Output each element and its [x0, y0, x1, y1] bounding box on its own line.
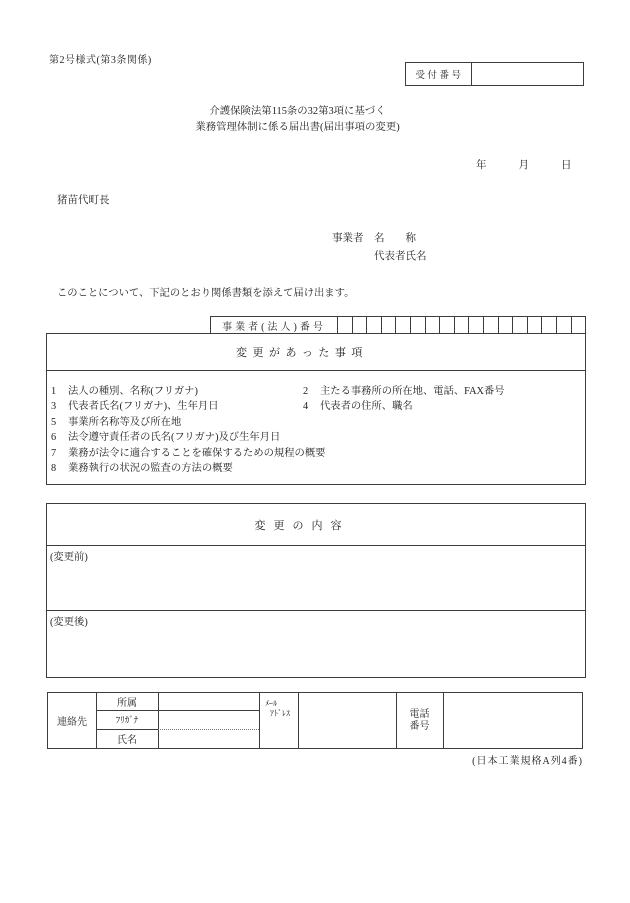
- form-code-label: 第2号様式(第3条関係): [49, 55, 152, 66]
- list-item-row: [51, 430, 585, 445]
- list-item-row: [51, 446, 585, 461]
- business-number-cell[interactable]: [557, 317, 572, 333]
- list-item: 5 事業所名称等及び所在地: [51, 416, 182, 428]
- change-details-header: 変更の内容: [47, 504, 585, 546]
- furigana-label: ﾌﾘｶﾞﾅ: [115, 715, 139, 725]
- document-title-line1: 介護保険法第115条の32第3項に基づく: [209, 106, 386, 117]
- affiliation-field[interactable]: [158, 693, 259, 710]
- paper-size-note: (日本工業規格A列4番): [472, 756, 583, 767]
- applicant-name-label: 事業者 名 称: [332, 233, 416, 244]
- business-number-cell[interactable]: [440, 317, 455, 333]
- business-number-cell[interactable]: [382, 317, 397, 333]
- reception-number-box: [405, 62, 584, 86]
- change-before-label: (変更前): [50, 552, 88, 563]
- business-number-row: [210, 316, 586, 333]
- furigana-field[interactable]: [158, 710, 259, 729]
- list-item-row: [51, 399, 585, 414]
- list-item: 4 代表者の住所、職名: [303, 401, 413, 413]
- business-number-cell[interactable]: [528, 317, 543, 333]
- reception-number-field[interactable]: [472, 63, 583, 85]
- changed-items-list: [47, 371, 585, 476]
- change-after-field[interactable]: [47, 611, 585, 677]
- addressee-label: 猪苗代町長: [57, 195, 110, 206]
- business-number-cell[interactable]: [338, 317, 353, 333]
- business-number-cell[interactable]: [572, 317, 586, 333]
- contact-table: [47, 692, 583, 749]
- list-item: 6 法令遵守責任者の氏名(フリガナ)及び生年月日: [51, 432, 281, 444]
- change-details-table: [46, 503, 586, 678]
- change-after-label: (変更後): [50, 617, 88, 628]
- phone-number-label: 電話 番号: [409, 708, 430, 732]
- business-number-cell[interactable]: [367, 317, 382, 333]
- changed-items-header: 変更があった事項: [47, 334, 585, 371]
- business-number-cell[interactable]: [411, 317, 426, 333]
- business-number-cell[interactable]: [469, 317, 484, 333]
- year-label: 年: [476, 160, 487, 171]
- contact-title-label: 連絡先: [57, 717, 87, 728]
- applicant-representative-label: 代表者氏名: [374, 251, 427, 262]
- document-title: [0, 104, 595, 135]
- date-line: [476, 157, 572, 172]
- changed-items-table: [46, 333, 586, 485]
- business-number-cell[interactable]: [513, 317, 528, 333]
- reception-number-label: 受付番号: [406, 63, 472, 85]
- list-item: 2 主たる事務所の所在地、電話、FAX番号: [303, 386, 505, 397]
- change-before-field[interactable]: [47, 546, 585, 611]
- phone-number-field[interactable]: [443, 693, 583, 748]
- name-field[interactable]: [158, 729, 259, 748]
- business-number-cell[interactable]: [484, 317, 499, 333]
- document-title-line2: 業務管理体制に係る届出書(届出事項の変更): [195, 121, 400, 133]
- list-item: 3 代表者氏名(フリガナ)、生年月日: [51, 401, 219, 413]
- business-number-cell[interactable]: [499, 317, 514, 333]
- business-number-label: 事業者(法人)番号: [211, 317, 338, 333]
- list-item: 1 法人の種別、名称(フリガナ): [51, 386, 198, 397]
- business-number-cell[interactable]: [353, 317, 368, 333]
- mail-address-field[interactable]: [298, 693, 396, 748]
- business-number-cell[interactable]: [455, 317, 470, 333]
- list-item-row: [51, 461, 585, 476]
- mail-address-label: ﾒｰﾙ ｱﾄﾞﾚｽ: [265, 699, 290, 718]
- business-number-cell[interactable]: [426, 317, 441, 333]
- list-item: 8 業務執行の状況の監査の方法の概要: [51, 463, 233, 475]
- statement-text: このことについて、下記のとおり関係書類を添えて届け出ます。: [57, 288, 355, 299]
- affiliation-label: 所属: [117, 698, 137, 709]
- name-label: 氏名: [117, 735, 137, 746]
- list-item-row: [51, 415, 585, 430]
- day-label: 日: [561, 160, 572, 171]
- business-number-cell[interactable]: [542, 317, 557, 333]
- list-item: 7 業務が法令に適合することを確保するための規程の概要: [51, 447, 326, 459]
- business-number-cells[interactable]: [338, 317, 585, 333]
- business-number-cell[interactable]: [396, 317, 411, 333]
- month-label: 月: [518, 160, 529, 171]
- list-item-row: [51, 384, 585, 399]
